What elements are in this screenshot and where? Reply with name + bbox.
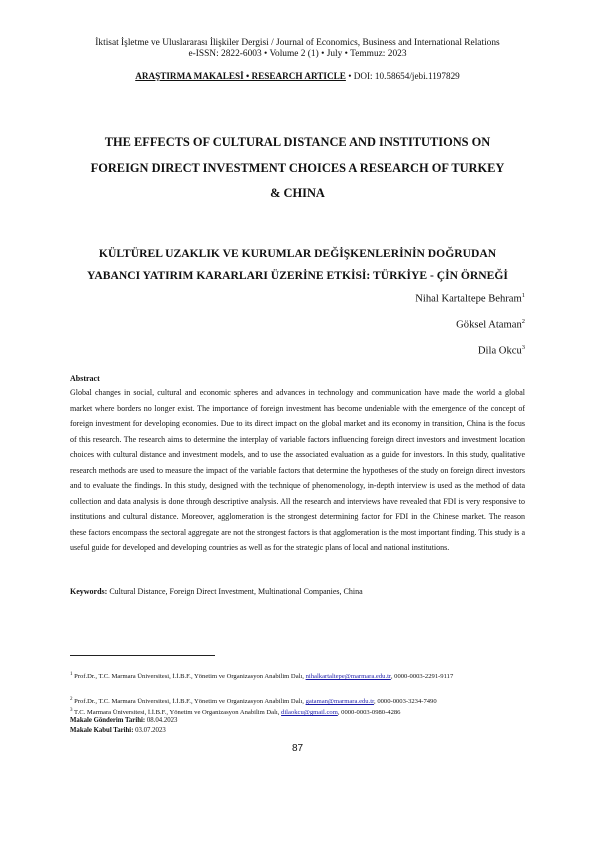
author-name: Nihal Kartaltepe Behram <box>415 293 522 305</box>
footnote-affiliation: T.C. Marmara Üniversitesi, İ.İ.B.F., Yönetim ve Organizasyon Anabilim Dalı, <box>72 709 282 717</box>
submission-date <box>70 716 177 726</box>
footnote <box>70 670 532 683</box>
author-footnote-mark: 2 <box>521 318 525 325</box>
acceptance-date-value: 03.07.2023 <box>133 727 166 734</box>
abstract-heading: Abstract <box>70 374 100 383</box>
keywords <box>70 587 525 596</box>
email-link[interactable]: dilaokcu@gmail.com <box>281 709 338 717</box>
orcid: , 0000-0003-3234-7490 <box>374 698 437 706</box>
author <box>478 344 525 357</box>
title-english-line: THE EFFECTS OF CULTURAL DISTANCE AND INSTITUTIONS ON <box>104 135 491 149</box>
article-type-line <box>0 71 595 81</box>
issn-line: e-ISSN: 2822-6003 • Volume 2 (1) • July • Temmuz: 2023 <box>188 49 407 59</box>
email-link[interactable]: gataman@marmara.edu.tr <box>305 698 375 706</box>
doi: • DOI: 10.58654/jebi.1197829 <box>348 71 460 81</box>
article-type: ARAŞTIRMA MAKALESİ • RESEARCH ARTICLE <box>135 71 346 81</box>
orcid: , 0000-0003-0980-4286 <box>337 709 401 717</box>
acceptance-date-label: Makale Kabul Tarihi: <box>70 727 134 734</box>
orcid: , 0000-0003-2291-9117 <box>390 673 454 681</box>
submission-date-value: 08.04.2023 <box>145 717 178 724</box>
abstract-text: Global changes in social, cultural and economic spheres and advances in technology and communication have made the world a global market where borders no longer exist. The importance of foreign investment has become undeniable with the emergence of the concept of foreign investment for developing economies. Due to its direct impact on the global market and its economy in transition, China is the focus of this research. The research aims to determine the interplay of variable factors influencing foreign direct investors and investment location choices with cultural distance and investment models, and to use the associated evaluation as a guide for investors. In this study, qualitative research methods are used to measure the impact of the variable factors that determine the hypotheses of the study on foreign direct investors and to evaluate the findings. In this study, designed with the technique of phenomenology, in-depth interview is used as the method of data collection and data analysis is done through descriptive analysis. All the research and interviews have revealed that FDI is very responsive to institutions and cultural distance. Moreover, agglomeration is the strongest determining factor for FDI in the Chinese market. The reason these factors encompass the sectoral aggregate are not the strongest factors is that agglomeration is the most important finding. This study is a useful guide for developed and developing countries as well as for the strategic plans of local and national institutions. <box>70 388 525 552</box>
author-footnote-mark: 3 <box>521 344 525 351</box>
submission-date-label: Makale Gönderim Tarihi: <box>70 717 146 724</box>
title-turkish <box>60 243 535 287</box>
footnote-affiliation: Prof.Dr., T.C. Marmara Üniversitesi, İ.İ.B.F., Yönetim ve Organizasyon Anabilim Dalı, <box>72 673 306 681</box>
keywords-text: Cultural Distance, Foreign Direct Investment, Multinational Companies, China <box>107 587 363 596</box>
footnote-mark: 2 <box>70 697 73 702</box>
title-english-line: FOREIGN DIRECT INVESTMENT CHOICES A RESEARCH OF TURKEY <box>90 160 505 175</box>
title-turkish-line: YABANCI YATIRIM KARARLARI ÜZERİNE ETKİSİ: TÜRKİYE - ÇİN ÖRNEĞİ <box>87 269 508 282</box>
footnote-affiliation: Prof.Dr., T.C. Marmara Üniversitesi, İ.İ.B.F., Yönetim ve Organizasyon Anabilim Dalı, <box>72 698 306 706</box>
title-english-line: & CHINA <box>270 186 325 200</box>
footnote-divider <box>70 655 215 656</box>
email-link[interactable]: nihalkartaltepe@marmara.edu.tr <box>305 673 391 681</box>
author <box>456 318 525 331</box>
keywords-label: Keywords: <box>70 587 108 596</box>
author <box>415 292 525 305</box>
author-name: Göksel Ataman <box>456 319 522 331</box>
title-turkish-line: KÜLTÜREL UZAKLIK VE KURUMLAR DEĞİŞKENLERİNİN DOĞRUDAN <box>98 247 497 260</box>
footnote-mark: 3 <box>70 708 73 713</box>
journal-header: İktisat İşletme ve Uluslararası İlişkiler Dergisi / Journal of Economics, Business and International Relations <box>95 38 500 48</box>
footnote-mark: 1 <box>70 672 73 677</box>
title-english <box>60 130 535 207</box>
acceptance-date <box>70 726 166 736</box>
author-name: Dila Okcu <box>477 345 522 357</box>
page-number: 87 <box>291 743 304 754</box>
author-footnote-mark: 1 <box>521 292 525 299</box>
